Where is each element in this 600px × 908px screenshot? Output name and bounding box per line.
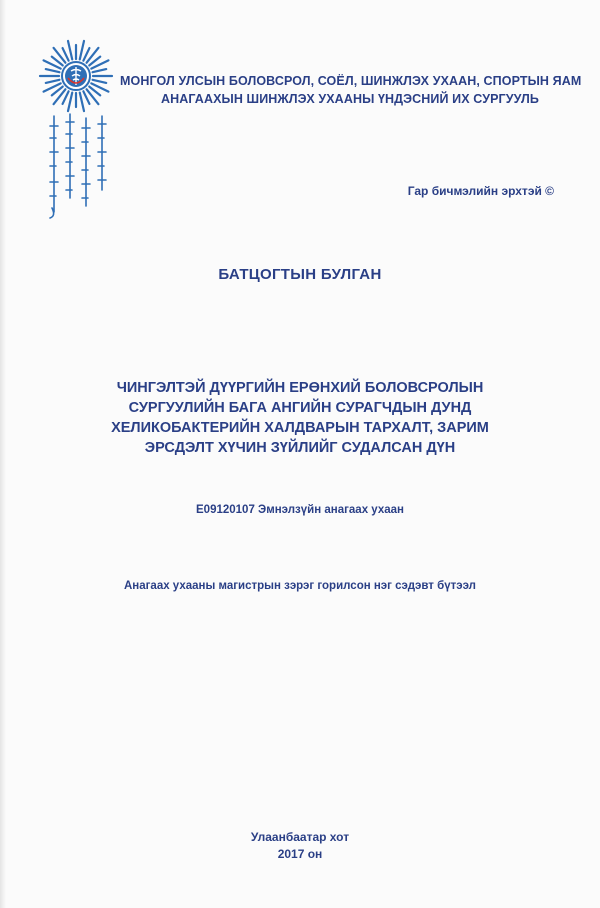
mongolian-script-emblem bbox=[44, 112, 116, 222]
emblem-ray bbox=[80, 41, 84, 60]
university-emblem-icon bbox=[38, 38, 114, 114]
emblem-ray bbox=[93, 69, 107, 72]
copyright-note: Гар бичмэлийн эрхтэй © bbox=[407, 184, 554, 198]
ministry-name: МОНГОЛ УЛСЫН БОЛОВСРОЛ, СОЁЛ, ШИНЖЛЭХ УХААН, СПОРТЫН ЯАМ bbox=[120, 74, 582, 88]
thesis-title-line: СУРГУУЛИЙН БАГА АНГИЙН СУРАГЧДЫН ДУНД bbox=[128, 400, 472, 416]
thesis-title-line: ЭРСДЭЛТ ХҮЧИН ЗҮЙЛИЙГ СУДАЛСАН ДҮН bbox=[144, 440, 456, 456]
scan-edge-shadow bbox=[0, 0, 6, 908]
emblem-ray bbox=[46, 80, 60, 83]
publication-year: 2017 он bbox=[277, 847, 323, 861]
emblem-ray bbox=[93, 80, 107, 83]
author-name: БАТЦОГТЫН БУЛГАН bbox=[218, 266, 382, 283]
emblem-ray bbox=[46, 69, 60, 72]
emblem-ray bbox=[68, 93, 72, 112]
university-name: АНАГААХЫН ШИНЖЛЭХ УХААНЫ ҮНДЭСНИЙ ИХ СУРГУУЛЬ bbox=[161, 92, 539, 106]
place-of-publication: Улаанбаатар хот bbox=[250, 830, 350, 844]
emblem-ray bbox=[80, 93, 84, 112]
specialty-code: E09120107 Эмнэлзүйн анагаах ухаан bbox=[196, 504, 404, 516]
emblem-ray bbox=[68, 41, 72, 60]
thesis-title-line: ХЕЛИКОБАКТЕРИЙН ХАЛДВАРЫН ТАРХАЛТ, ЗАРИМ bbox=[111, 420, 489, 436]
thesis-title-line: ЧИНГЭЛТЭЙ ДҮҮРГИЙН ЕРӨНХИЙ БОЛОВСРОЛЫН bbox=[116, 380, 484, 396]
thesis-statement: Анагаах ухааны магистрын зэрэг горилсон нэг сэдэвт бүтээл bbox=[123, 580, 476, 592]
